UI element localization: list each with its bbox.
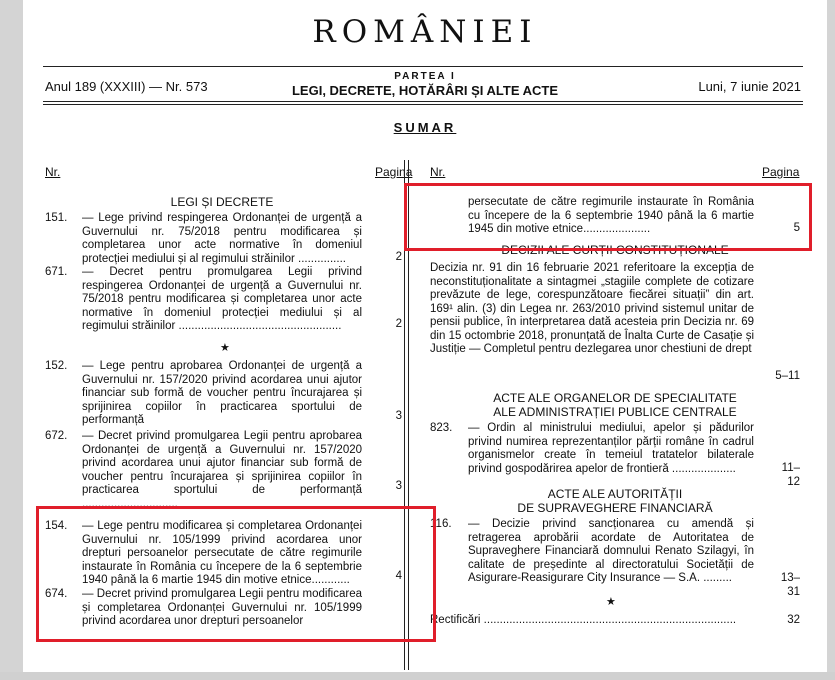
entry-page: 3 <box>395 480 402 492</box>
entry-number: 152. <box>45 360 68 372</box>
toc-entry[interactable] <box>45 212 402 268</box>
left-page-header: Pagina <box>375 165 413 179</box>
part-label: PARTEA I <box>394 71 456 82</box>
section-line: DE SUPRAVEGHERE FINANCIARĂ <box>517 501 713 515</box>
toc-entry[interactable] <box>45 360 402 426</box>
summary-heading: SUMAR <box>393 120 457 135</box>
entry-text: — Lege pentru modificarea și completarea Ordonanței Guvernului nr. 105/1999 privind acordarea unor drepturi persoanelor persecutate de către regimurile instaurate în România cu începere de la 6 septembrie 1940 până la 6 martie 1945 din motive etnice............ <box>82 520 362 586</box>
section-line: ACTE ALE AUTORITĂȚII <box>547 487 683 501</box>
header-bottom-rule-2 <box>43 104 803 105</box>
entry-number: 151. <box>45 212 68 224</box>
part-heading <box>223 71 627 99</box>
entry-text: — Decret privind promulgarea Legii pentru aprobarea Ordonanței de urgență a Guvernului nr. 157/2020 privind acordarea unui ajutor financiar sub formă de voucher pentru încurajarea și sprijinirea copiilor în practicarea sportului de performanță .............................. <box>82 430 362 510</box>
entry-text: persecutate de către regimurile instaurate în România cu începere de la 6 septembrie 1940 până la 6 martie 1945 din motive etnice..................... <box>468 196 754 235</box>
toc-entry[interactable] <box>45 266 402 336</box>
section-line: ACTE ALE ORGANELOR DE SPECIALITATE <box>493 391 737 405</box>
viewer-bottom-bar <box>0 672 835 680</box>
entry-page: 5–11 <box>775 370 800 382</box>
entry-text: — Decret pentru promulgarea Legii privind respingerea Ordonanței de urgență a Guvernului nr. 75/2018 pentru modificarea și completarea unor acte normative în domeniul protecției mediului și al regimului străinilor ................................................... <box>82 266 362 332</box>
entry-text: Decizia nr. 91 din 16 februarie 2021 referitoare la excepția de neconstituționalitate a sintagmei „stagiile complete de cotizare prevăzute de lege, corespunzătoare fiecărei situații” din art. 169¹ alin. (3) din Legea nr. 263/2010 privind sistemul unitar de pensii publice, în interpretarea dată acesteia prin Decizia nr. 69 din 15 octombrie 2018, pronunțată de Înalta Curte de Casație și Justiție — Completul pentru dezlegarea unor chestiuni de drept <box>430 262 754 355</box>
entry-number: 823. <box>430 422 453 434</box>
entry-text: — Ordin al ministrului mediului, apelor și pădurilor privind numirea reprezentanților părții române în cadrul organismelor create în temeiul tratatelor bilaterale privind gospodărirea apelor de frontieră .................... <box>468 422 754 475</box>
section-central-administration <box>430 391 800 419</box>
entry-text: — Decizie privind sancționarea cu amendă și retragerea aprobării acordate de Autoritatea de Supraveghere Financiară domnului Renato Szilagyi, în calitate de președinte al directoratului Societății de Asigurare-Reasigurare City Insurance — S.A. ......... <box>468 518 754 584</box>
entry-text: Rectificări ............................................................................... <box>430 614 737 626</box>
entry-page: 32 <box>787 614 800 626</box>
issue-number: Anul 189 (XXXIII) — Nr. 573 <box>45 79 208 94</box>
toc-entry[interactable] <box>430 422 800 488</box>
section-laws-decrees: LEGI ȘI DECRETE <box>170 195 274 209</box>
entry-text: — Lege pentru aprobarea Ordonanței de urgență a Guvernului nr. 157/2020 privind acordarea unui ajutor financiar sub formă de voucher pentru încurajarea și sprijinirea copiilor în practicarea sportului de performanță <box>82 360 362 426</box>
highlight-box-bottom-left <box>36 506 436 642</box>
header-bottom-rule <box>43 101 803 102</box>
entry-number: 154. <box>45 520 68 532</box>
section-constitutional-court: DECIZII ALE CURȚII CONSTITUȚIONALE <box>501 243 729 257</box>
part-title: LEGI, DECRETE, HOTĂRÂRI ȘI ALTE ACTE <box>291 83 559 98</box>
section-line: ALE ADMINISTRAȚIEI PUBLICE CENTRALE <box>493 405 737 419</box>
entry-page: 2 <box>395 251 402 263</box>
entry-number: 674. <box>45 588 68 600</box>
toc-entry[interactable] <box>45 430 402 510</box>
entry-text: — Decret privind promulgarea Legii pentru modificarea și completarea Ordonanței Guvernului nr. 105/1999 privind acordarea unor drepturi persoanelor <box>82 588 362 627</box>
left-nr-header: Nr. <box>45 165 61 179</box>
entry-number: 671. <box>45 266 68 278</box>
entry-number: 116. <box>430 518 452 530</box>
entry-page: 11–12 <box>781 462 800 488</box>
right-nr-header: Nr. <box>430 165 446 179</box>
issue-date: Luni, 7 iunie 2021 <box>698 79 801 94</box>
toc-entry[interactable] <box>430 614 800 630</box>
entry-page: 4 <box>395 570 402 582</box>
entry-page: 13–31 <box>780 572 800 598</box>
entry-page: 2 <box>395 318 402 330</box>
entry-page: 3 <box>395 410 402 422</box>
highlight-box-top-right <box>404 183 812 251</box>
toc-entry[interactable] <box>430 262 800 382</box>
header-top-rule <box>43 66 803 67</box>
entry-number: 672. <box>45 430 68 442</box>
separator-star: ★ <box>606 596 616 608</box>
entry-text: — Lege privind respingerea Ordonanței de urgență a Guvernului nr. 75/2018 pentru modificarea și completarea unor acte normative în domeniul protecției mediului și al regimului străinilor ............... <box>82 212 362 265</box>
masthead-title: ROMÂNIEI <box>312 14 538 50</box>
right-page-header: Pagina <box>762 165 800 179</box>
toc-entry[interactable] <box>430 518 800 598</box>
section-financial-supervision <box>430 487 800 515</box>
entry-page: 5 <box>793 222 800 234</box>
separator-star: ★ <box>220 342 230 354</box>
